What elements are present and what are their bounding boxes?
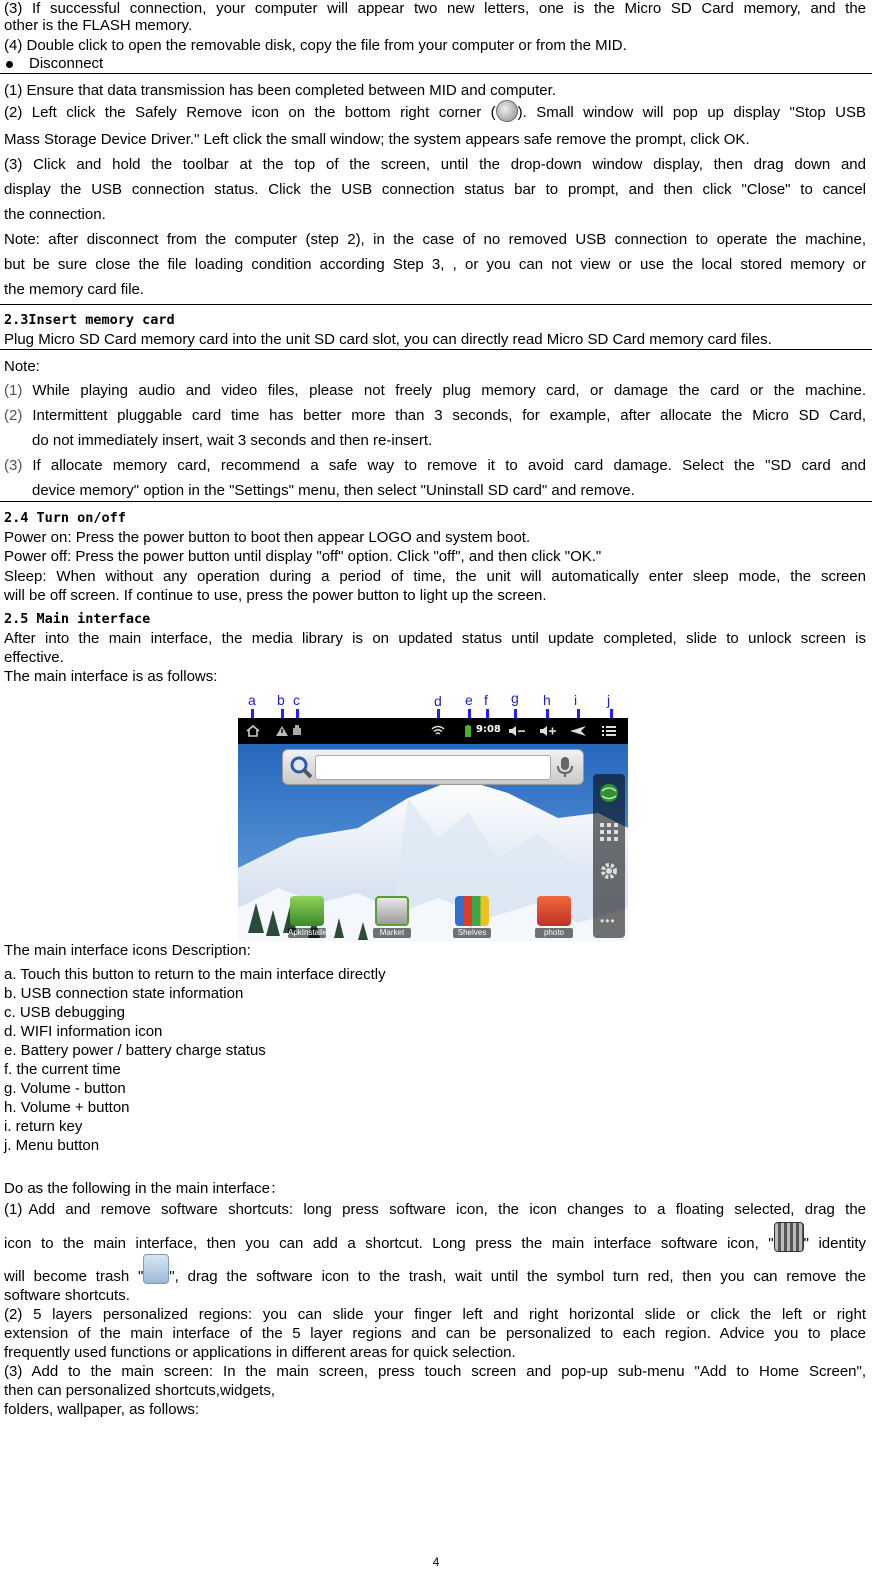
note-number: (2) — [4, 407, 23, 424]
text-span: will become trash " — [4, 1268, 144, 1285]
clock-time: 9:08 — [476, 724, 501, 735]
para-line — [4, 104, 866, 122]
callout-label-i: i — [574, 692, 578, 708]
callout-label-h: h — [543, 692, 551, 708]
bullet-icon — [6, 61, 13, 68]
para-line: Plug Micro SD Card memory card into the unit SD card slot, you can directly read Micro SD Card memory card files. — [4, 331, 772, 348]
para-line: After into the main interface, the media library is on updated status until update completed, slide to unlock screen is — [4, 630, 866, 647]
para-line: the memory card file. — [4, 281, 145, 298]
list-item: e. Battery power / battery charge status — [4, 1042, 266, 1059]
para-line: Power off: Press the power button until display "off" option. Click "off", and then click "OK." — [4, 548, 602, 565]
page-number: 4 — [432, 1555, 440, 1569]
list-item: i. return key — [4, 1118, 83, 1135]
para-line: (4) Double click to open the removable disk, copy the file from your computer or from the MID. — [4, 37, 627, 54]
menu-icon[interactable] — [602, 725, 616, 737]
text-span: ", drag the software icon to the trash, wait until the symbol turn red, then you can remove the — [169, 1268, 866, 1285]
callout-label-g: g — [511, 690, 519, 706]
usb-warning-icon[interactable] — [275, 725, 289, 737]
grid-identity-icon — [774, 1222, 804, 1252]
divider — [0, 349, 872, 350]
note-item — [4, 457, 866, 474]
para-line — [4, 1235, 866, 1252]
list-item: c. USB debugging — [4, 1004, 125, 1021]
para-line: Sleep: When without any operation during a period of time, the unit will automatically enter sleep mode, the screen — [4, 568, 866, 585]
para-line: but be sure close the file loading condition according Step 3, , or you can not view or use the local stored memory or — [4, 256, 866, 273]
battery-icon — [464, 725, 472, 737]
para-line: (3) Add to the main screen: In the main screen, press touch screen and pop-up sub-menu "Add to Home Screen", — [4, 1363, 866, 1380]
bullet-heading — [4, 55, 866, 72]
text-span: (2) Left click the Safely Remove icon on the bottom right corner ( — [4, 104, 496, 121]
callout-label-a: a — [248, 692, 256, 708]
list-item: f. the current time — [4, 1061, 121, 1078]
list-item: a. Touch this button to return to the main interface directly — [4, 966, 386, 983]
note-item — [4, 382, 866, 399]
text-span: If allocate memory card, recommend a safe way to remove it to avoid card damage. Select the "SD card and — [32, 457, 866, 474]
para-line: effective. — [4, 649, 64, 666]
para-line: Note: after disconnect from the computer (step 2), in the case of no removed USB connection to operate the machine, — [4, 231, 866, 248]
para-line: (3) Click and hold the toolbar at the top of the screen, until the drop-down window display, then drag down and — [4, 156, 866, 173]
app-market[interactable] — [373, 896, 411, 938]
text-span: Add and remove software shortcuts: long press software icon, the icon changes to a floating selected, drag the — [28, 1201, 866, 1218]
note-item — [4, 407, 866, 424]
para-line: Note: — [4, 358, 40, 375]
callout-label-b: b — [277, 692, 285, 708]
app-drawer-grid-icon[interactable] — [599, 822, 619, 842]
app-label: Market — [373, 928, 411, 938]
para-line: The main interface is as follows: — [4, 668, 218, 685]
list-item: j. Menu button — [4, 1137, 100, 1154]
section-heading-2-3: 2.3Insert memory card — [4, 312, 175, 328]
trash-icon — [143, 1254, 169, 1284]
list-item: h. Volume + button — [4, 1099, 130, 1116]
market-bag-icon — [375, 896, 409, 926]
para-line: display the USB connection status. Click the USB connection status bar to prompt, and then click "Close" to cancel — [4, 181, 866, 198]
para-line: the connection. — [4, 206, 106, 223]
safely-remove-icon — [496, 100, 518, 122]
item-number: (1) — [4, 1201, 23, 1218]
shelves-books-icon — [455, 896, 489, 926]
divider — [0, 73, 872, 74]
para-line: Mass Storage Device Driver." Left click the small window; the system appears safe remove the prompt, click OK. — [4, 131, 750, 148]
main-interface-screenshot — [238, 718, 628, 941]
para-line — [4, 1268, 866, 1285]
para-line: folders, wallpaper, as follows: — [4, 1401, 200, 1418]
settings-gear-icon[interactable] — [598, 860, 620, 882]
text-span: ). Small window will pop up display "Stop USB — [517, 104, 867, 121]
text-span: icon to the main interface, then you can add a shortcut. Long press the main interface software icon, " — [4, 1235, 774, 1252]
status-bar — [238, 718, 628, 744]
section-heading-2-5: 2.5 Main interface — [4, 611, 151, 627]
para-line: other is the FLASH memory. — [4, 17, 193, 34]
app-shelves[interactable] — [453, 896, 491, 938]
browser-globe-icon[interactable] — [598, 782, 620, 804]
volume-up-icon[interactable] — [539, 725, 557, 737]
app-photo[interactable] — [535, 896, 573, 938]
app-label: photo — [535, 928, 573, 938]
disconnect-heading: Disconnect — [29, 55, 104, 72]
usb-debugging-icon[interactable] — [290, 725, 304, 737]
search-widget[interactable] — [282, 749, 584, 785]
para-line: do not immediately insert, wait 3 seconds and then re-insert. — [32, 432, 433, 449]
callout-label-f: f — [484, 692, 488, 708]
app-apkinstaller[interactable] — [288, 896, 330, 938]
volume-down-icon[interactable] — [508, 725, 526, 737]
apkinstaller-icon — [290, 896, 324, 926]
callout-label-e: e — [465, 692, 473, 708]
para-line: The main interface icons Description: — [4, 942, 251, 959]
para-line: Power on: Press the power button to boot then appear LOGO and system boot. — [4, 529, 531, 546]
divider — [0, 304, 872, 305]
para-line: frequently used functions or applications in different areas for quick selection. — [4, 1344, 516, 1361]
list-item: b. USB connection state information — [4, 985, 244, 1002]
para-line: then can personalized shortcuts,widgets, — [4, 1382, 275, 1399]
section-heading-2-4: 2.4 Turn on/off — [4, 510, 126, 526]
para-line: device memory" option in the "Settings" menu, then select "Uninstall SD card" and remove. — [32, 482, 635, 499]
list-item: d. WIFI information icon — [4, 1023, 163, 1040]
callout-label-c: c — [293, 692, 300, 708]
callout-label-d: d — [434, 693, 442, 709]
para-line: (1) Ensure that data transmission has been completed between MID and computer. — [4, 82, 556, 99]
more-dots-icon[interactable]: ••• — [600, 914, 616, 928]
wifi-icon — [431, 725, 445, 737]
note-number: (1) — [4, 382, 23, 399]
note-number: (3) — [4, 457, 23, 474]
para-line: software shortcuts. — [4, 1287, 130, 1304]
back-icon[interactable] — [569, 725, 587, 737]
para-line: (2) 5 layers personalized regions: you can slide your finger left and right horizontal slide or click the left or right — [4, 1306, 866, 1323]
text-span: " identity — [803, 1235, 866, 1252]
para-line: will be off screen. If continue to use, press the power button to light up the screen. — [4, 587, 547, 604]
home-icon[interactable] — [246, 725, 260, 737]
para-line: (3) If successful connection, your computer will appear two new letters, one is the Micro SD Card memory, and the — [4, 0, 866, 17]
search-input[interactable] — [315, 755, 551, 780]
para-line — [4, 1201, 866, 1218]
photo-icon — [537, 896, 571, 926]
para-line: Do as the following in the main interface： — [4, 1180, 285, 1197]
list-item: g. Volume - button — [4, 1080, 126, 1097]
text-span: While playing audio and video files, please not freely plug memory card, or damage the card or the machine. — [32, 382, 866, 399]
text-span: Intermittent pluggable card time has better more than 3 seconds, for example, after allocate the Micro SD Card, — [32, 407, 866, 424]
app-label: ApkInstaller — [288, 928, 330, 937]
callout-label-j: j — [607, 692, 611, 708]
launcher-sidebar — [593, 774, 625, 938]
search-icon[interactable] — [289, 755, 313, 779]
divider — [0, 501, 872, 502]
app-label: Shelves — [453, 928, 491, 938]
para-line: extension of the main interface of the 5 layer regions and can be personalized to each region. Advice you to place — [4, 1325, 866, 1342]
microphone-icon[interactable] — [555, 756, 575, 778]
